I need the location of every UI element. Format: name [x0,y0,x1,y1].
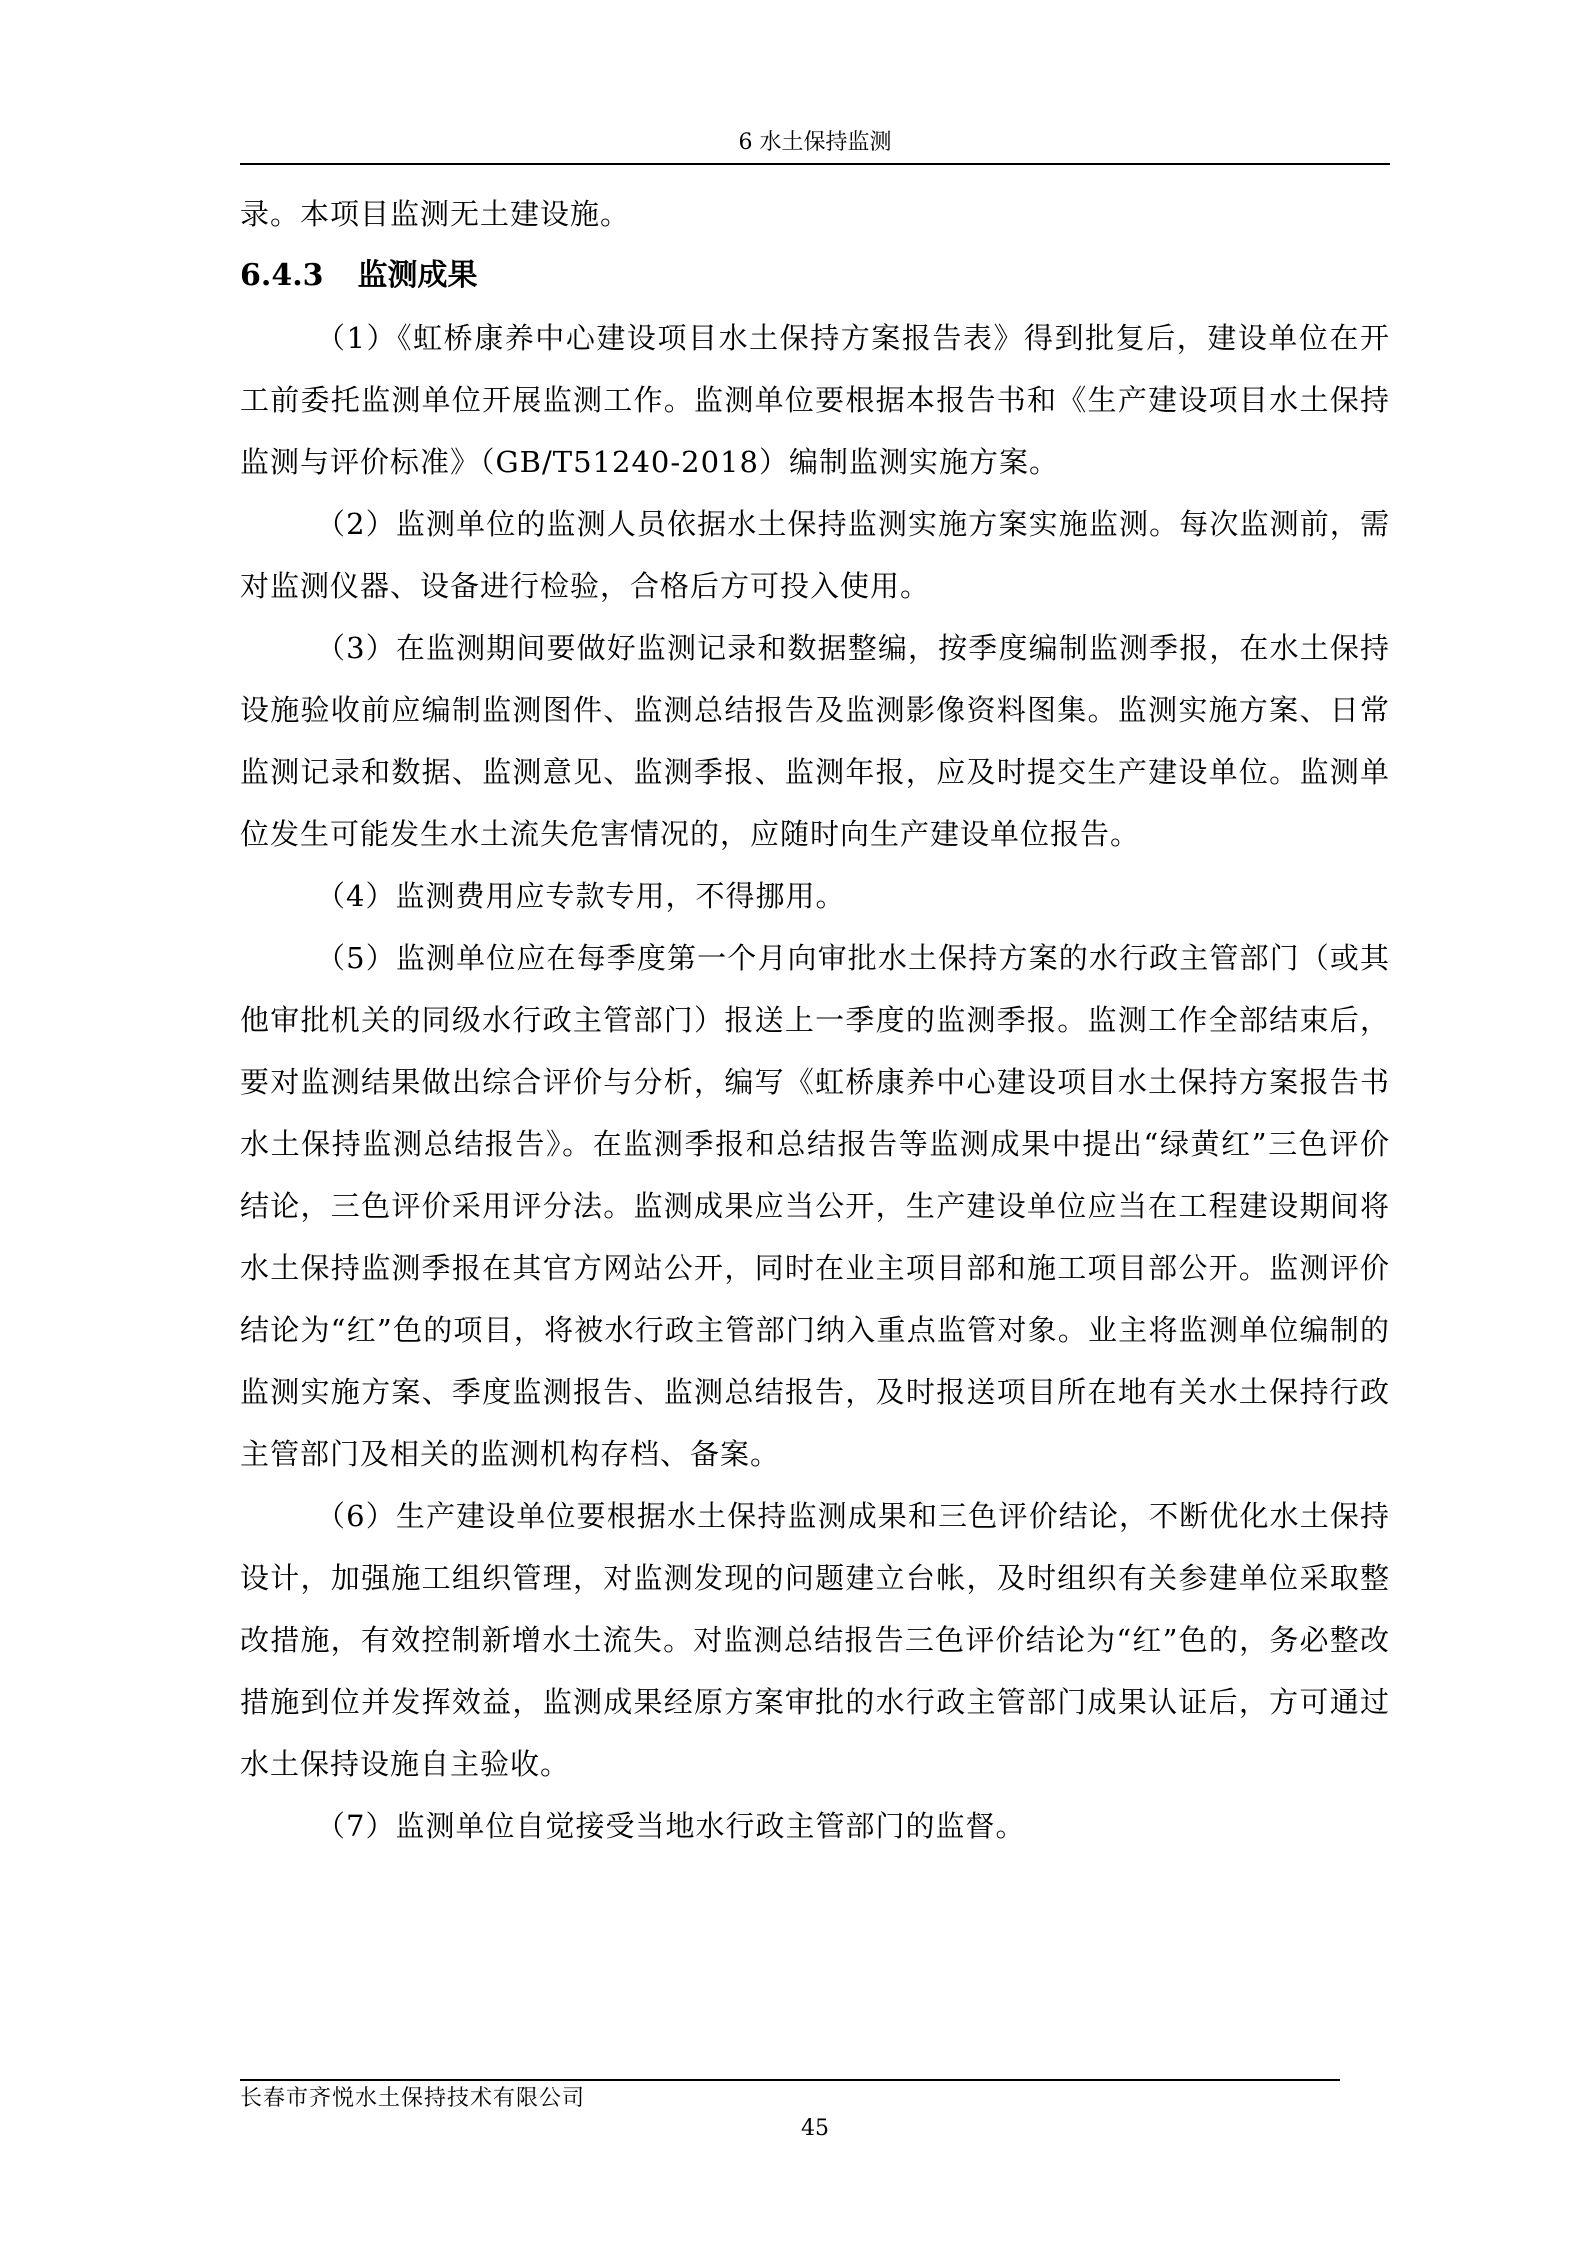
paragraph-3: （3）在监测期间要做好监测记录和数据整编，按季度编制监测季报，在水土保持设施验收前应编制监测图件、监测总结报告及监测影像资料图集。监测实施方案、日常监测记录和数据、监测意见、监测季报、监测年报，应及时提交生产建设单位。监测单位发生可能发生水土流失危害情况的，应随时向生产建设单位报告。 [240,631,1390,851]
section-title: 监测成果 [357,258,478,293]
continuation-text: 录。本项目监测无土建设施。 [240,197,631,231]
paragraph-6: （6）生产建设单位要根据水土保持监测成果和三色评价结论，不断优化水土保持设计，加强施工组织管理，对监测发现的问题建立台帐，及时组织有关参建单位采取整改措施，有效控制新增水土流失。对监测总结报告三色评价结论为“红”色的，务必整改措施到位并发挥效益，监测成果经原方案审批的水行政主管部门成果认证后，方可通过水土保持设施自主验收。 [240,1499,1390,1781]
paragraph-1: （1）《虹桥康养中心建设项目水土保持方案报告表》得到批复后，建设单位在开工前委托监测单位开展监测工作。监测单位要根据本报告书和《生产建设项目水土保持监测与评价标准》（GB/T51240-2018）编制监测实施方案。 [240,321,1390,479]
paragraph-4: （4）监测费用应专款专用，不得挪用。 [316,879,846,913]
paragraph-5: （5）监测单位应在每季度第一个月向审批水土保持方案的水行政主管部门（或其他审批机关的同级水行政主管部门）报送上一季度的监测季报。监测工作全部结束后，要对监测结果做出综合评价与分析，编写《虹桥康养中心建设项目水土保持方案报告书水土保持监测总结报告》。在监测季报和总结报告等监测成果中提出“绿黄红”三色评价结论，三色评价采用评分法。监测成果应当公开，生产建设单位应当在工程建设期间将水土保持监测季报在其官方网站公开，同时在业主项目部和施工项目部公开。监测评价结论为“红”色的项目，将被水行政主管部门纳入重点监管对象。业主将监测单位编制的监测实施方案、季度监测报告、监测总结报告，及时报送项目所在地有关水土保持行政主管部门及相关的监测机构存档、备案。 [240,941,1390,1471]
paragraph-7: （7）监测单位自觉接受当地水行政主管部门的监督。 [316,1809,1026,1843]
header-divider [240,163,1390,165]
paragraph-2: （2）监测单位的监测人员依据水土保持监测实施方案实施监测。每次监测前，需对监测仪器、设备进行检验，合格后方可投入使用。 [240,507,1390,603]
page-number: 45 [801,2116,829,2141]
footer-divider [240,2079,1340,2081]
section-heading [240,245,1390,307]
document-body [240,183,1390,1857]
page-header: 6 水土保持监测 [738,130,892,155]
footer-company: 长春市齐悦水土保持技术有限公司 [240,2086,586,2111]
section-number: 6.4.3 [240,258,324,293]
